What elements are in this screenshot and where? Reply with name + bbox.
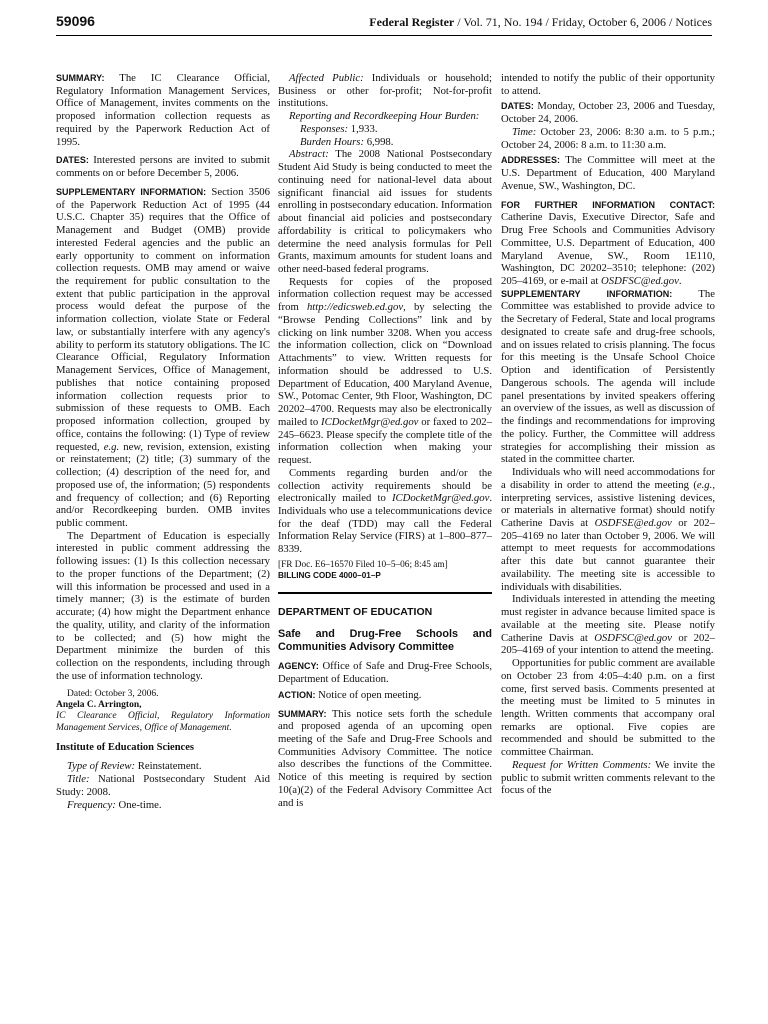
public-comment-paragraph: Opportunities for public comment are available on October 23 from 4:05–4:40 p.m. on a first come, first served basis. Comments presented at the meeting must be limited to 5 minutes in length. Written comments that accompany oral remarks are optional. Five copies are recommended and should be submitted to the committee Chairman. (501, 657, 715, 759)
institute-heading: Institute of Education Sciences (56, 741, 194, 753)
meeting-dates: DATES: Monday, October 23, 2006 and Tuesday, October 24, 2006. (501, 100, 715, 126)
action-paragraph: ACTION: Notice of open meeting. (278, 688, 422, 701)
column-2 (278, 72, 492, 809)
agency-paragraph: AGENCY: Office of Safe and Drug-Free Schools, Department of Education. (278, 660, 492, 686)
addresses: ADDRESSES: The Committee will meet at the U.S. Department of Education, 400 Maryland Avenue, SW., Washington, DC. (501, 154, 715, 192)
fr-doc-line: [FR Doc. E6–16570 Filed 10–5–06; 8:45 am] (278, 559, 448, 570)
responses: Responses: 1,933. (300, 122, 378, 135)
dates-label: DATES: (56, 155, 89, 166)
department-heading: DEPARTMENT OF EDUCATION (278, 592, 492, 618)
supplementary-paragraph: SUPPLEMENTARY INFORMATION: Section 3506 of the Paperwork Reduction Act of 1995 (44 U.S.C. Chapter 35) requires that the Office of Management and Budget (OMB) provide interested Federal agencies and the public an early opportunity to comment on information collection requests. OMB may amend or waive the requirement for public consultation to the extent that public participation in the approval process would defeat the purpose of the information collection, violate State or Federal law, or substantially interfere with any agency's ability to perform its statutory obligations. The IC Clearance Official, Regulatory Information Management Services, Office of Management, publishes that notice containing proposed information collection requests prior to submission of these requests to OMB. Each proposed information collection, grouped by office, contains the following: (1) Type of review requested, e.g. new, revision, extension, existing or reinstatement; (2) title; (3) summary of the collection; (4) description of the need for, and proposed use of, the information; (5) respondents and frequency of collection; and (6) Reporting and/or Recordkeeping burden. OMB invites public comment. (56, 185, 270, 529)
type-of-review: Type of Review: Reinstatement. (67, 760, 202, 773)
burden-hours: Burden Hours: 6,998. (300, 135, 394, 148)
meeting-time: Time: October 23, 2006: 8:30 a.m. to 5 p.m.; October 24, 2006: 8 a.m. to 11:30 a.m. (501, 125, 715, 151)
affected-public: Affected Public: Individuals or household; Business or other for-profit; Not-for-profit institutions. (278, 72, 492, 110)
dated-line: Dated: October 3, 2006. (67, 688, 159, 699)
running-header (56, 13, 712, 36)
issue-info: / Vol. 71, No. 194 / Friday, October 6, 2006 / Notices (454, 15, 712, 29)
summary-label: SUMMARY: (56, 73, 105, 83)
supplementary-information: SUPPLEMENTARY INFORMATION: The Committee was established to provide advice to the Secretary of Federal, State and local programs designated to create safe and drug-free schools, and on issues related to crisis planning. The focus for this meeting is the Unsafe School Choice Option and identification of Persistently Dangerous schools. The agenda will include panel presentations by invited speakers offering an overview of the issues, as well as discussion of the findings and recommendations for improving the policy. Further, the Committee will address strategies for accomplishing their mission as stated in the committee charter. (501, 287, 715, 466)
continued-text: intended to notify the public of their opportunity to attend. (501, 72, 715, 97)
burden-heading: Reporting and Recordkeeping Hour Burden: (289, 110, 480, 123)
osdfse-email-link[interactable]: OSDFSE@ed.gov (594, 516, 672, 529)
notice-summary: SUMMARY: This notice sets forth the schedule and proposed agenda of an upcoming open meeting of the Safe and Drug-Free Schools and Communities Advisory Committee. The notice also describes the functions of the Committee. Notice of this meeting is required by section 10(a)(2) of the Federal Advisory Committee Act and is (278, 707, 492, 809)
collection-title: Title: National Postsecondary Student Aid Study: 2008. (56, 773, 270, 798)
registration-paragraph: Individuals interested in attending the meeting must register in advance because limited space is available at the meeting site. Please notify Catherine Davis at OSDFSC@ed.gov or 202–205–4169 of your intention to attend the meeting. (501, 593, 715, 657)
signer-name: Angela C. Arrington, (56, 699, 142, 710)
supplementary-label: SUPPLEMENTARY INFORMATION: (56, 186, 207, 197)
further-info-contact: FOR FURTHER INFORMATION CONTACT: Catherine Davis, Executive Director, Safe and Drug Free Schools and Communities Advisory Committee, U.S. Department of Education, 400 Maryland Avenue, SW., Room 1E110, Washington, DC 20202–3510; telephone: (202) 205–4169, or e-mail at OSDFSC@ed.gov. (501, 199, 715, 288)
header-citation (369, 15, 712, 30)
requests-paragraph: Requests for copies of the proposed information collection request may be accessed from http://edicsweb.ed.gov, by selecting the “Browse Pending Collections” link and by clicking on link number 3208. When you access the information collection, click on “Download Attachments” to view. Written requests for information should be addressed to U.S. Department of Education, 400 Maryland Avenue, SW., Potomac Center, 9th Floor, Washington, DC 20202–4700. Requests may also be electronically mailed to ICDocketMgr@ed.gov or faxed to 202–245–6623. Please specify the complete title of the information collection when making your request. (278, 275, 492, 467)
column-3 (501, 72, 715, 797)
billing-code: BILLING CODE 4000–01–P (278, 570, 381, 580)
notice-title: Safe and Drug-Free Schools and Communities Advisory Committee (278, 627, 492, 654)
abstract: Abstract: The 2008 National Postsecondary Student Aid Study is being conducted to meet the continuing need for national-level data about significant financial aid issues for students enrolling in postsecondary education. Information about financial aid policies and postsecondary affordability is critical to policymakers who determine the need analysis formulas for Pell Grants, maximum amounts for student loans and other need-based federal programs. (278, 148, 492, 276)
signer-title: IC Clearance Official, Regulatory Information Management Services, Office of Management. (56, 711, 270, 733)
icdocketmgr-email-link[interactable]: ICDocketMgr@ed.gov (321, 415, 419, 428)
icdocketmgr-email-link[interactable]: ICDocketMgr@ed.gov (391, 492, 490, 505)
frequency: Frequency: One-time. (67, 798, 162, 811)
page-number: 59096 (56, 13, 95, 29)
body-paragraph: The Department of Education is especially interested in public comment addressing the following issues: (1) Is this collection necessary to the proper functions of the Department; (2) will this information be processed and used in a timely manner; (3) is the estimate of burden accurate; (4) how might the Department enhance the quality, utility, and clarity of the information to be collected; and (5) how might the Department minimize the burden of this collection on the respondents, including through the use of information technology. (56, 529, 270, 682)
summary-paragraph: SUMMARY: The IC Clearance Official, Regulatory Information Management Services, Office of Management, invites comments on the proposed information collection requests as required by the Paperwork Reduction Act of 1995. (56, 72, 270, 148)
edicsweb-link[interactable]: http://edicsweb.ed.gov (306, 301, 404, 314)
column-1 (56, 72, 270, 811)
osdfsc-email-link[interactable]: OSDFSC@ed.gov (594, 631, 673, 644)
accommodations-paragraph: Individuals who will need accommodations for a disability in order to attend the meeting (e.g., interpreting services, assistive listening devices, or materials in alternative format) should notify Catherine Davis at OSDFSE@ed.gov or 202–205–4169 no later than October 9, 2006. We will attempt to meet requests for accommodations after this date but cannot guarantee their availability. The meeting site is accessible to individuals with disabilities. (501, 466, 715, 593)
written-comments-paragraph: Request for Written Comments: We invite the public to submit written comments relevant to the focus of the (501, 758, 715, 797)
journal-name: Federal Register (369, 15, 455, 29)
dates-paragraph: DATES: Interested persons are invited to submit comments on or before December 5, 2006. (56, 154, 270, 180)
osdfsc-email-link[interactable]: OSDFSC@ed.gov (601, 275, 679, 288)
comments-paragraph: Comments regarding burden and/or the collection activity requirements should be electronically mailed to ICDocketMgr@ed.gov. Individuals who use a telecommunications device for the deaf (TDD) may call the Federal Information Relay Service (FIRS) at 1–800–877–8339. (278, 466, 492, 556)
